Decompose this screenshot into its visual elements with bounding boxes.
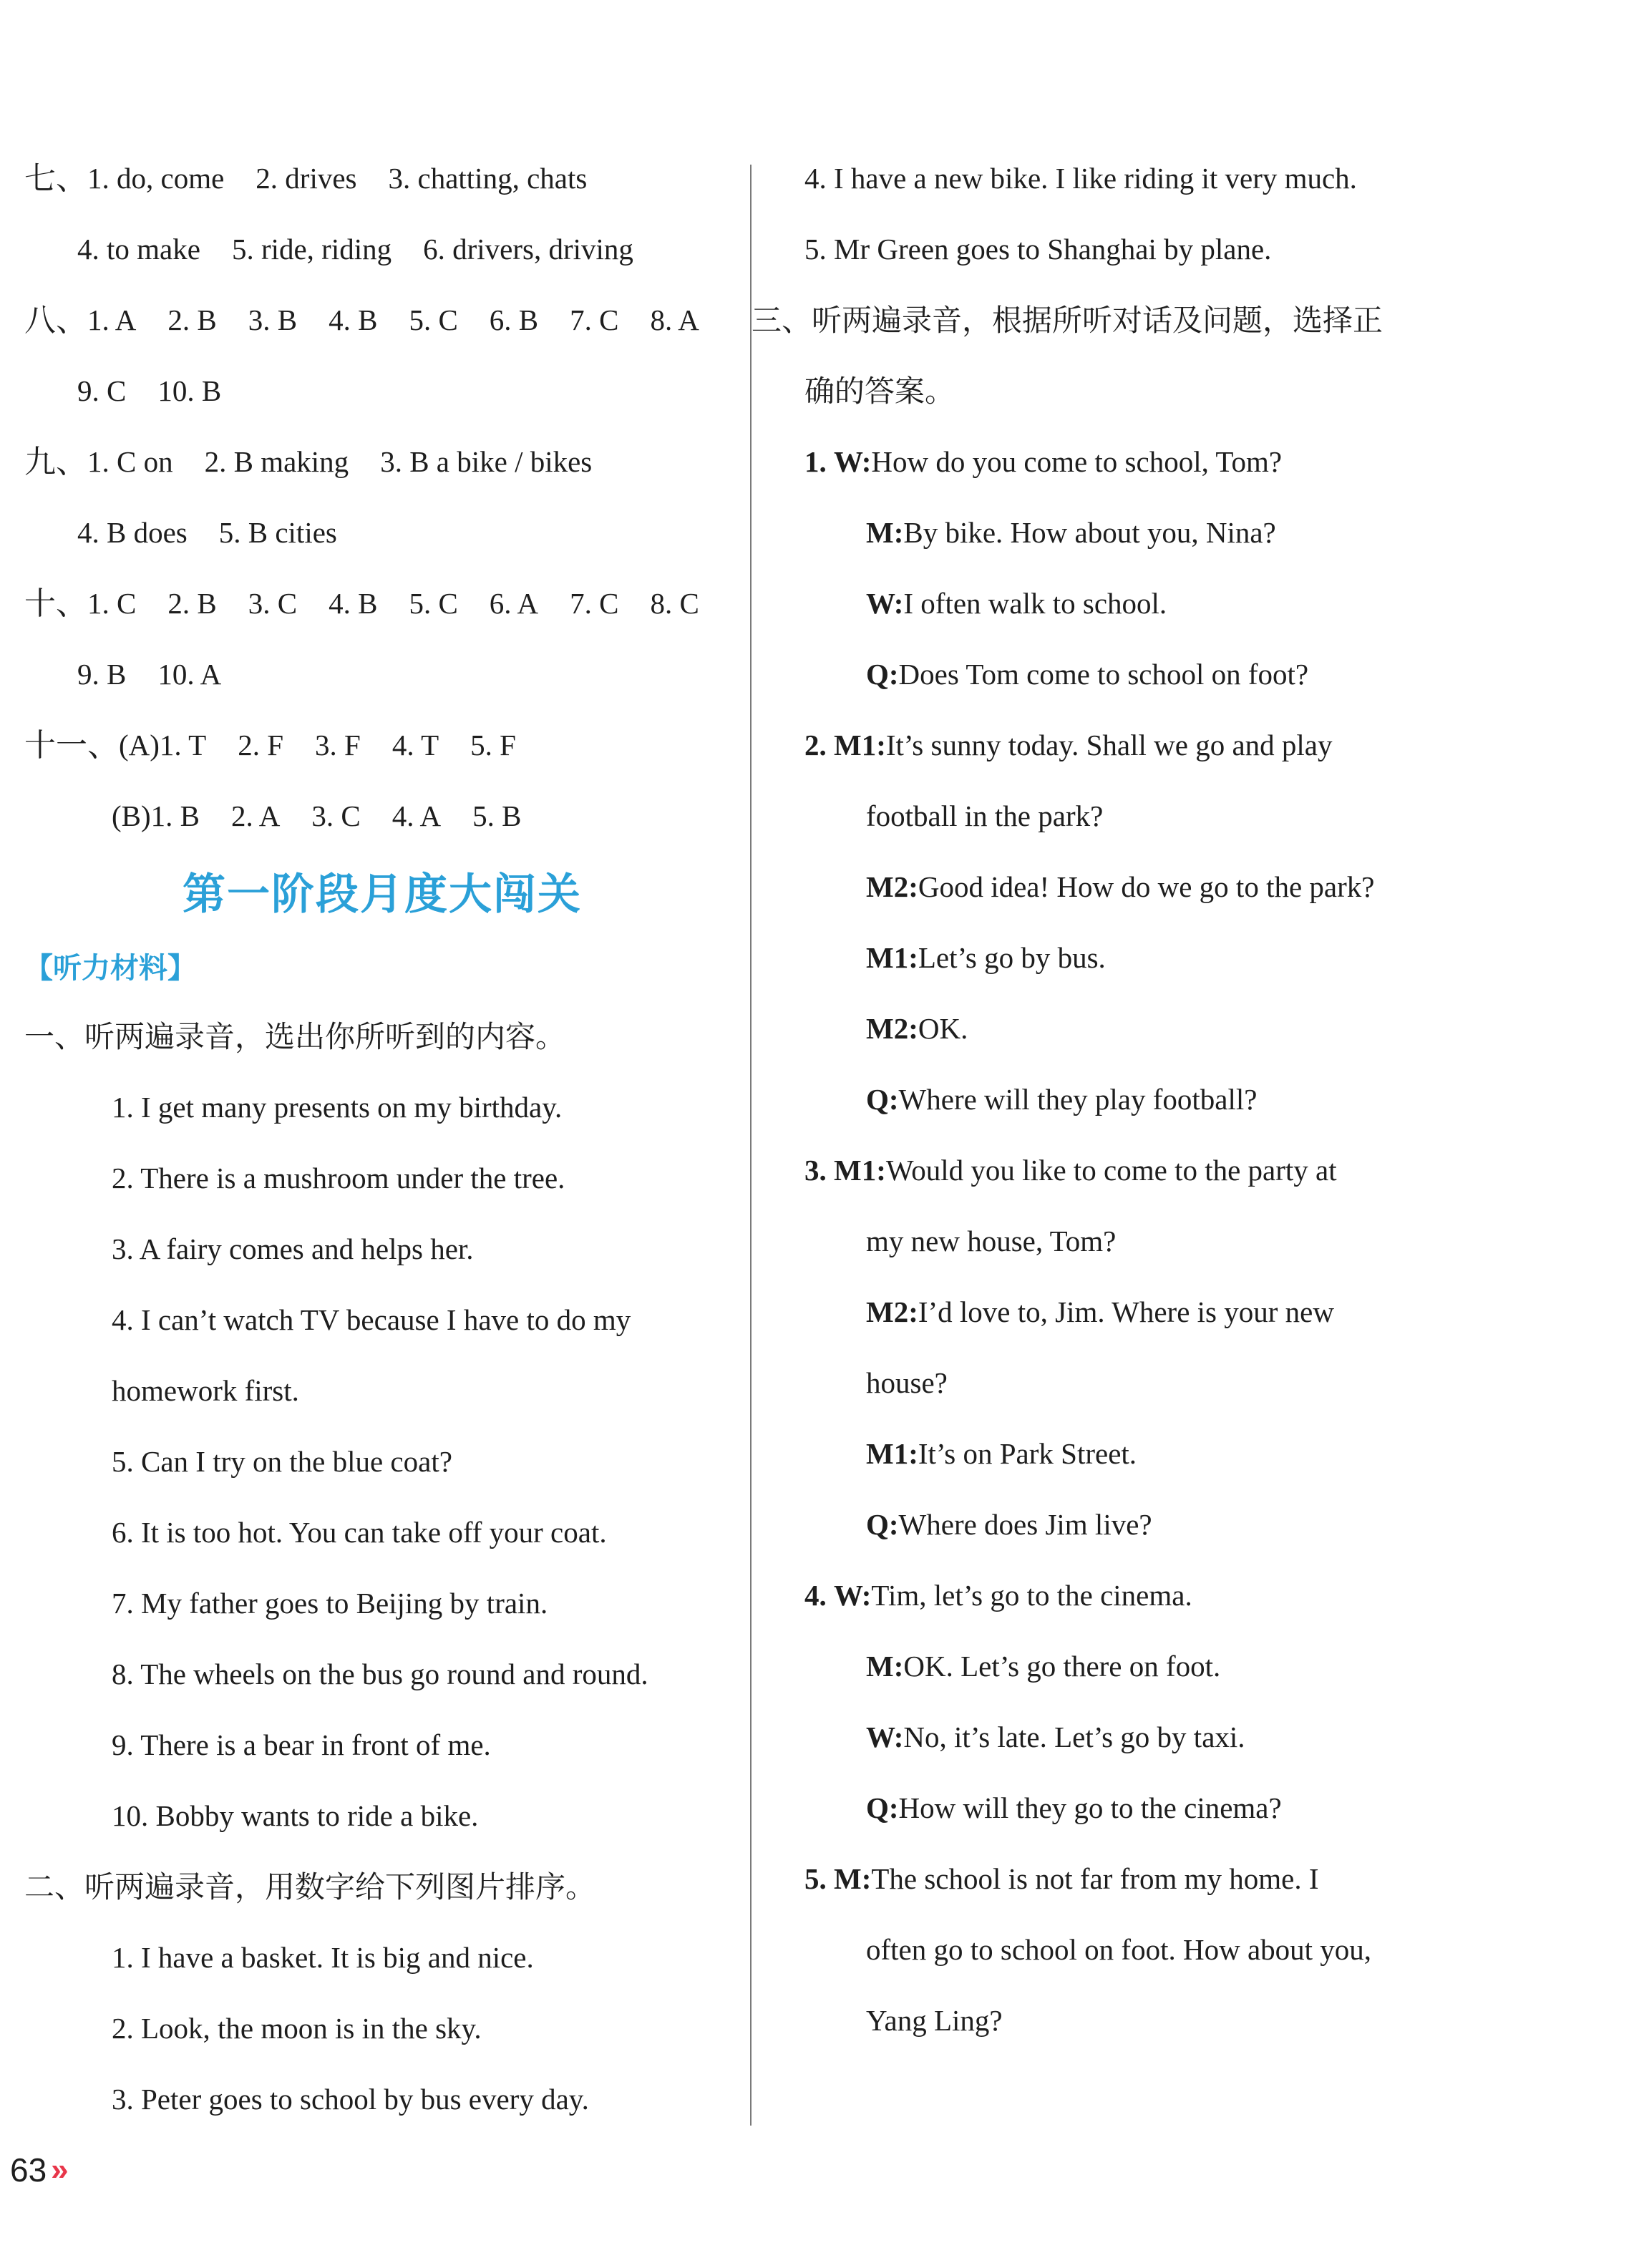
question-label: 八、	[24, 302, 87, 339]
list-item: 4. I can’t watch TV because I have to do my	[112, 1303, 631, 1336]
section-heading-3-cont: 确的答案。	[804, 374, 955, 409]
question-label: 七、	[24, 160, 87, 197]
dialogue-question: Q: Where will they play football?	[866, 1083, 1258, 1116]
dialogue-line: M2: OK.	[866, 1012, 968, 1045]
right-column	[752, 143, 1489, 2056]
list-item: 4. I have a new bike. I like riding it very much.	[804, 162, 1357, 195]
dialogue-line: 2. M1: It’s sunny today. Shall we go and play	[804, 729, 1333, 761]
dialogue-line: W: No, it’s late. Let’s go by taxi.	[866, 1721, 1245, 1753]
list-item: 3. A fairy comes and helps her.	[112, 1232, 474, 1265]
list-item: 1. I get many presents on my birthday.	[112, 1091, 563, 1124]
dialogue-line: M2: I’d love to, Jim. Where is your new	[866, 1295, 1334, 1328]
dialogue-line: M: OK. Let’s go there on foot.	[866, 1650, 1221, 1683]
section-heading-1: 一、听两遍录音，选出你所听到的内容。	[24, 1019, 566, 1054]
dialogue-line-continuation: house?	[866, 1366, 948, 1399]
list-item: 1. I have a basket. It is big and nice.	[112, 1941, 534, 1974]
answer-row-q9-2: 4. B does 5. B cities	[77, 516, 337, 549]
dialogue-question: Q: How will they go to the cinema?	[866, 1791, 1282, 1824]
list-item: 8. The wheels on the bus go round and round.	[112, 1658, 648, 1690]
list-item: 9. There is a bear in front of me.	[112, 1728, 491, 1761]
answer-row-q10-2: 9. B 10. A	[77, 658, 222, 691]
dialogue-line: M1: It’s on Park Street.	[866, 1437, 1137, 1470]
dialogue-line: W: I often walk to school.	[866, 587, 1167, 620]
answer-row-q8-2: 9. C 10. B	[77, 374, 222, 407]
answer-row-q11-1: 十一、 (A)1. T 2. F 3. F 4. T 5. F	[24, 710, 740, 781]
list-item-continuation: homework first.	[112, 1374, 299, 1407]
dialogue-line-continuation: often go to school on foot. How about you,	[866, 1933, 1372, 1966]
list-item: 5. Can I try on the blue coat?	[112, 1445, 452, 1478]
answer-row-q9-1: 九、 1. C on 2. B making 3. B a bike / bikes	[24, 427, 740, 497]
list-item: 10. Bobby wants to ride a bike.	[112, 1799, 479, 1832]
dialogue-line: M1: Let’s go by bus.	[866, 941, 1106, 974]
list-item: 3. Peter goes to school by bus every day.	[112, 2083, 589, 2116]
list-item: 7. My father goes to Beijing by train.	[112, 1587, 548, 1620]
question-label: 十、	[24, 585, 87, 622]
stage-title: 第一阶段月度大闯关	[183, 870, 582, 920]
question-label: 十一、	[24, 727, 119, 764]
answer-row-q7-1: 七、 1. do, come 2. drives 3. chatting, chats	[24, 143, 740, 214]
page-number: 63 »	[10, 2151, 63, 2189]
listening-material-tag: 【听力材料】	[24, 952, 196, 985]
dialogue-line-continuation: football in the park?	[866, 799, 1104, 832]
dialogue-question: Q: Does Tom come to school on foot?	[866, 658, 1309, 691]
dialogue-line: 3. M1: Would you like to come to the party at	[804, 1154, 1337, 1187]
answer-row-q7-2: 4. to make 5. ride, riding 6. drivers, driving	[77, 233, 633, 266]
answer-row-q10-1: 十、 1. C 2. B 3. C 4. B 5. C 6. A 7. C 8. C	[24, 568, 740, 639]
dialogue-line: 4. W: Tim, let’s go to the cinema.	[804, 1579, 1192, 1612]
dialogue-line: M2: Good idea! How do we go to the park?	[866, 870, 1375, 903]
list-item: 6. It is too hot. You can take off your coat.	[112, 1516, 607, 1549]
dialogue-line: 1. W: How do you come to school, Tom?	[804, 445, 1283, 478]
list-item: 5. Mr Green goes to Shanghai by plane.	[804, 233, 1272, 266]
double-chevron-right-icon: »	[51, 2152, 63, 2187]
section-heading-2: 二、听两遍录音，用数字给下列图片排序。	[24, 1869, 596, 1904]
list-item: 2. Look, the moon is in the sky.	[112, 2012, 482, 2045]
left-column	[24, 143, 740, 2135]
dialogue-line-continuation: my new house, Tom?	[866, 1225, 1117, 1257]
dialogue-line: M: By bike. How about you, Nina?	[866, 516, 1276, 549]
answer-row-q11-2: (B)1. B 2. A 3. C 4. A 5. B	[112, 799, 522, 832]
section-heading-3: 三、听两遍录音，根据所听对话及问题，选择正	[752, 303, 1383, 338]
dialogue-line-continuation: Yang Ling?	[866, 2004, 1003, 2037]
list-item: 2. There is a mushroom under the tree.	[112, 1162, 565, 1194]
dialogue-question: Q: Where does Jim live?	[866, 1508, 1152, 1541]
dialogue-line: 5. M: The school is not far from my home. I	[804, 1862, 1319, 1895]
question-label: 九、	[24, 444, 87, 480]
answer-row-q8-1: 八、 1. A 2. B 3. B 4. B 5. C 6. B 7. C 8. A	[24, 285, 740, 356]
